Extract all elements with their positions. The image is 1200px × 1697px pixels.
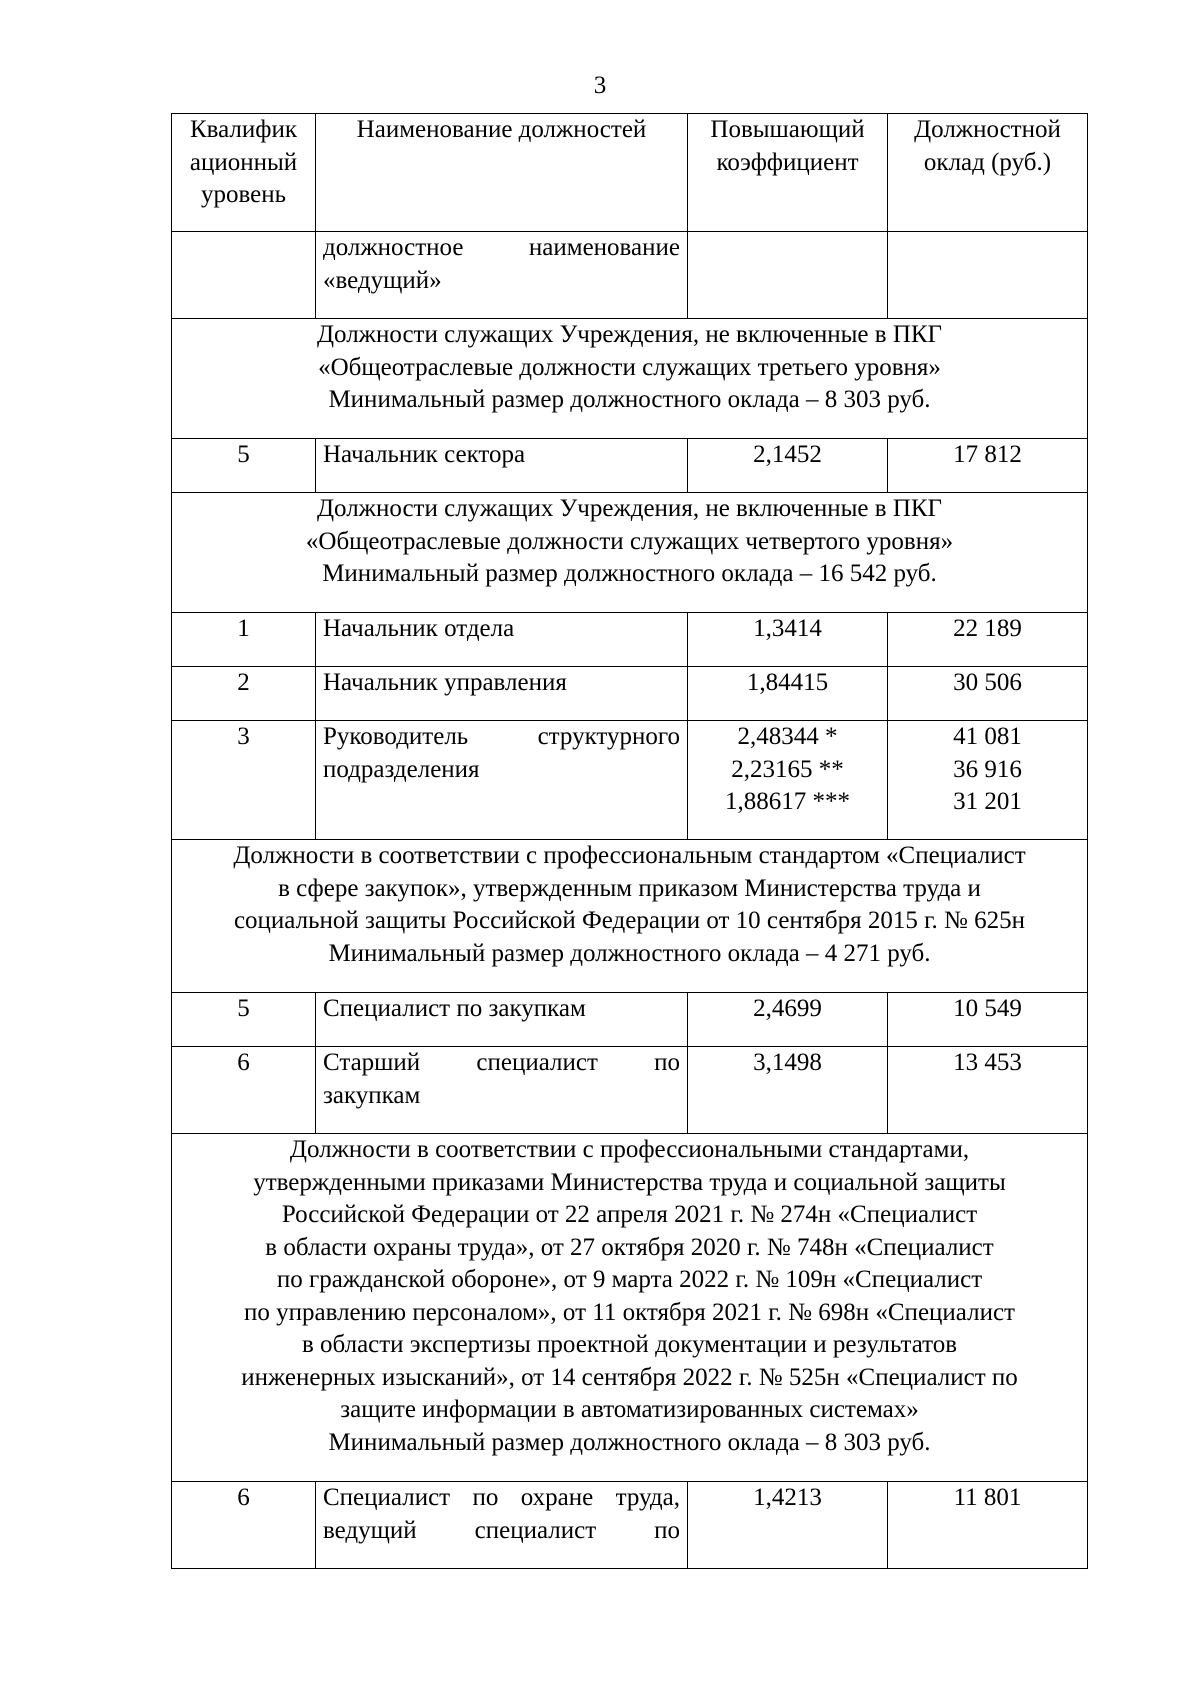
header-salary	[888, 114, 1088, 232]
cell-salary: 22 189	[888, 613, 1088, 667]
cell-name: Специалист по закупкам	[316, 993, 688, 1047]
cell-salary: 17 812	[888, 439, 1088, 493]
cell-salary-line: 41 081	[953, 723, 1022, 750]
table-row	[172, 721, 1088, 840]
cell-name-line: подразделения	[323, 755, 480, 783]
cell-coef: 2,1452	[688, 439, 888, 493]
cell-name	[316, 721, 688, 840]
cell-level: 1	[172, 613, 316, 667]
cell-level: 6	[172, 1047, 316, 1134]
cell-name-line: «ведущий»	[323, 266, 442, 294]
cell-coef: 2,4699	[688, 993, 888, 1047]
group-heading-line: Минимальный размер должностного оклада – 4 271 руб.	[328, 939, 931, 967]
cell-salary	[888, 721, 1088, 840]
group-heading-line: в области экспертизы проектной документации и результатов	[301, 1331, 958, 1358]
cell-salary: 10 549	[888, 993, 1088, 1047]
cell-name-line: должностное наименование	[323, 234, 680, 261]
cell-level: 5	[172, 439, 316, 493]
header-name	[316, 114, 688, 232]
cell-level: 6	[172, 1482, 316, 1569]
cell-coef: 1,84415	[688, 667, 888, 721]
group-heading-line: по управлению персоналом», от 11 октября 2021 г. № 698н «Специалист	[244, 1298, 1015, 1326]
group-heading-line: социальной защиты Российской Федерации от 10 сентября 2015 г. № 625н	[233, 907, 1026, 934]
cell-level	[172, 232, 316, 319]
cell-coef-line: 2,48344 *	[737, 723, 838, 750]
cell-salary: 13 453	[888, 1047, 1088, 1134]
group-heading-line: Должности в соответствии с профессиональным стандартом «Специалист	[233, 842, 1026, 869]
header-salary-line: Должностной	[914, 116, 1061, 143]
cell-name-line: Специалист по охране труда,	[323, 1484, 680, 1511]
table-row	[172, 613, 1088, 667]
group-heading-line: в области охраны труда», от 27 октября 2020 г. № 748н «Специалист	[265, 1233, 994, 1261]
group-heading-line: Должности в соответствии с профессиональными стандартами,	[289, 1136, 970, 1163]
header-name-text: Наименование должностей	[356, 116, 647, 143]
cell-coef-line: 2,23165 **	[731, 755, 844, 783]
group-heading-row	[172, 493, 1088, 613]
table-row	[172, 232, 1088, 319]
cell-coef: 3,1498	[688, 1047, 888, 1134]
group-heading-row	[172, 1134, 1088, 1482]
group-heading-line: «Общеотраслевые должности служащих третьего уровня»	[318, 353, 941, 381]
cell-salary-line: 36 916	[953, 755, 1022, 783]
cell-coef: 1,4213	[688, 1482, 888, 1569]
table-header-row	[172, 114, 1088, 232]
group-heading	[172, 493, 1088, 613]
group-heading-line: защите информации в автоматизированных системах»	[340, 1396, 919, 1423]
table-row	[172, 1047, 1088, 1134]
cell-name-line: ведущий специалист по	[323, 1516, 680, 1544]
cell-coef	[688, 232, 888, 319]
cell-salary-line: 31 201	[953, 788, 1022, 815]
table-row	[172, 1482, 1088, 1569]
cell-level: 3	[172, 721, 316, 840]
header-salary-line: оклад (руб.)	[923, 148, 1052, 176]
group-heading	[172, 319, 1088, 439]
group-heading	[172, 1134, 1088, 1482]
group-heading-line: Российской Федерации от 22 апреля 2021 г. № 274н «Специалист	[281, 1201, 978, 1228]
table-row	[172, 667, 1088, 721]
header-coef-line: Повышающий	[710, 116, 865, 143]
cell-name	[316, 1047, 688, 1134]
table-row	[172, 993, 1088, 1047]
cell-level: 5	[172, 993, 316, 1047]
table-row	[172, 439, 1088, 493]
cell-coef-line: 1,88617 ***	[725, 788, 850, 815]
cell-salary: 30 506	[888, 667, 1088, 721]
header-level-line: Квалифик	[189, 116, 298, 143]
cell-coef	[688, 721, 888, 840]
group-heading-line: Должности служащих Учреждения, не включенные в ПКГ	[316, 495, 942, 522]
group-heading-row	[172, 840, 1088, 993]
cell-name: Начальник отдела	[316, 613, 688, 667]
group-heading-line: Минимальный размер должностного оклада – 16 542 руб.	[322, 560, 937, 587]
header-level-line: уровень	[200, 181, 287, 208]
cell-coef: 1,3414	[688, 613, 888, 667]
group-heading-line: по гражданской обороне», от 9 марта 2022 г. № 109н «Специалист	[276, 1266, 983, 1293]
group-heading-line: инженерных изысканий», от 14 сентября 2022 г. № 525н «Специалист по	[241, 1363, 1018, 1391]
cell-name	[316, 1482, 688, 1569]
cell-name: Начальник сектора	[316, 439, 688, 493]
group-heading-line: Минимальный размер должностного оклада – 8 303 руб.	[328, 386, 931, 413]
group-heading	[172, 840, 1088, 993]
group-heading-line: Должности служащих Учреждения, не включенные в ПКГ	[316, 321, 942, 348]
header-coef-line: коэффициент	[716, 148, 859, 176]
page-number: 3	[593, 72, 607, 99]
group-heading-line: «Общеотраслевые должности служащих четвертого уровня»	[305, 527, 954, 555]
group-heading-row	[172, 319, 1088, 439]
cell-name: Начальник управления	[316, 667, 688, 721]
group-heading-line: в сфере закупок», утвержденным приказом Министерства труда и	[278, 874, 981, 902]
group-heading-line: Минимальный размер должностного оклада – 8 303 руб.	[328, 1428, 931, 1456]
cell-name	[316, 232, 688, 319]
cell-name-line: Руководитель структурного	[323, 723, 680, 750]
salary-table	[171, 113, 1088, 1569]
header-level-line: ационный	[189, 148, 298, 176]
cell-name-line: Старший специалист по	[323, 1049, 680, 1076]
cell-salary	[888, 232, 1088, 319]
header-level	[172, 114, 316, 232]
cell-name-line: закупкам	[323, 1081, 421, 1109]
cell-level: 2	[172, 667, 316, 721]
cell-salary: 11 801	[888, 1482, 1088, 1569]
group-heading-line: утвержденными приказами Министерства труда и социальной защиты	[253, 1168, 1006, 1196]
header-coef	[688, 114, 888, 232]
